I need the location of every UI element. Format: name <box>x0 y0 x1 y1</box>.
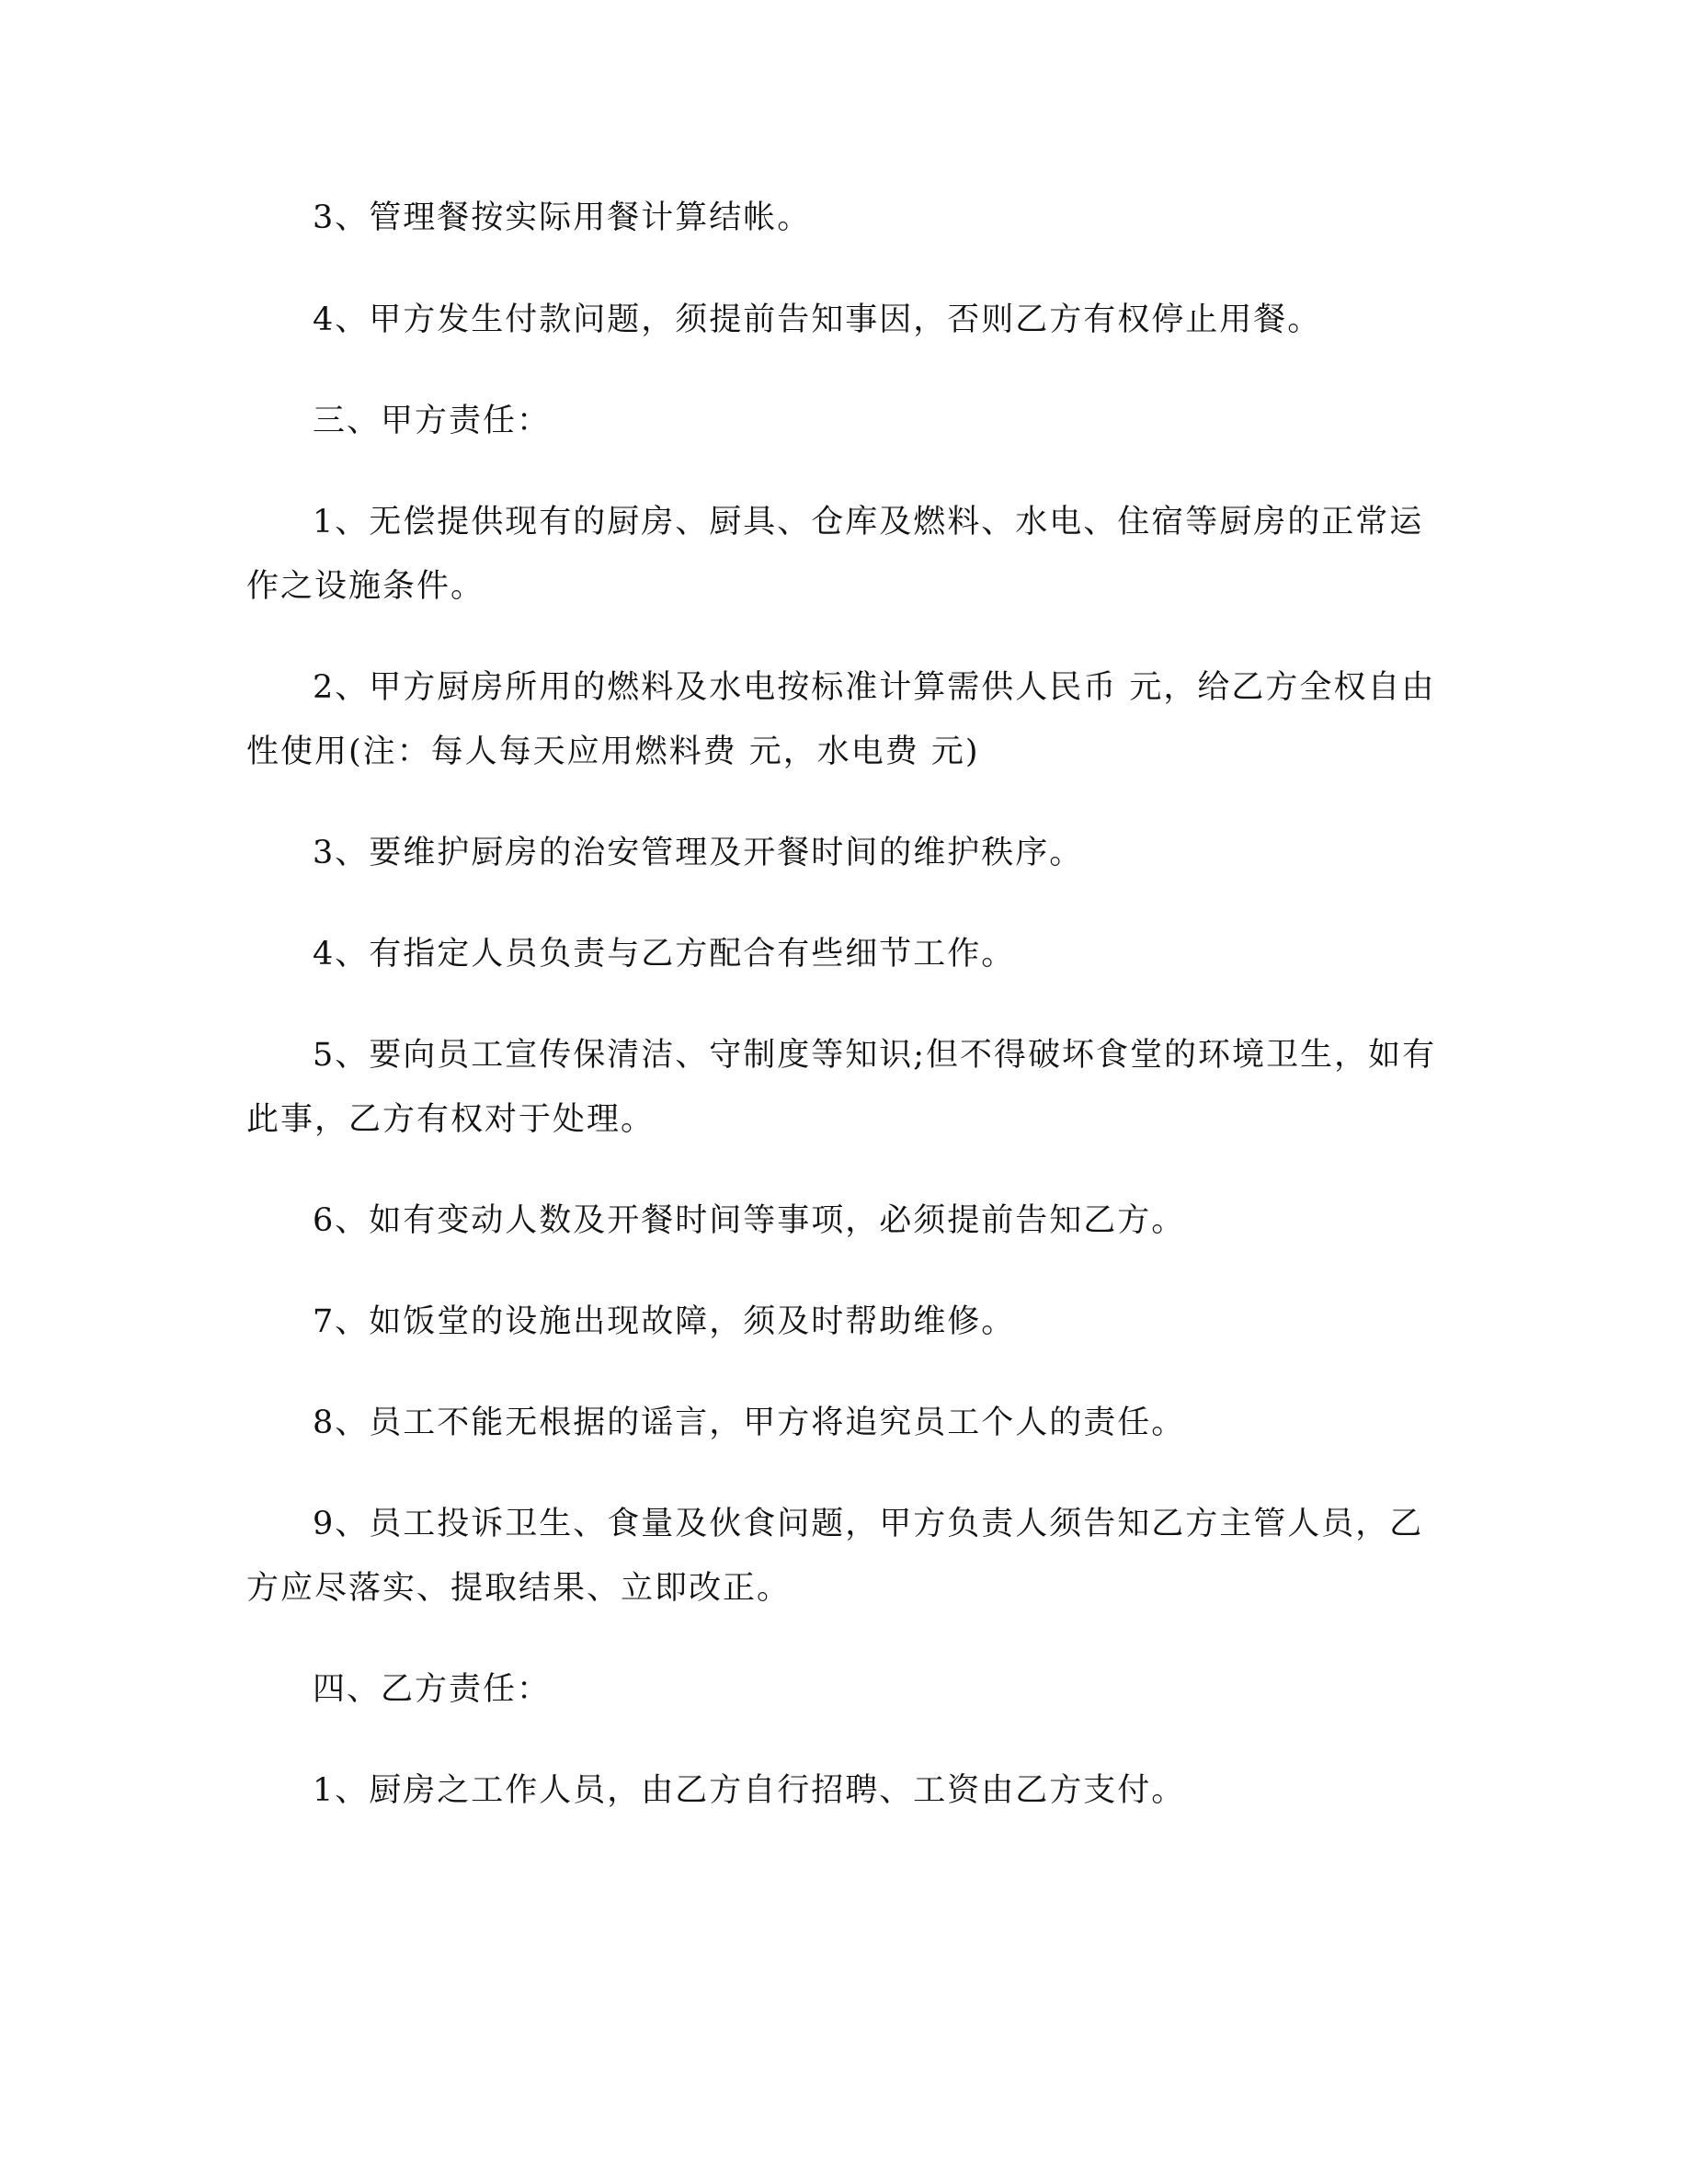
paragraph-a-clause-5: 5、要向员工宣传保清洁、守制度等知识;但不得破坏食堂的环境卫生，如有此事，乙方有权对于处理。 <box>246 1037 1437 1138</box>
paragraph-a-clause-4: 4、有指定人员负责与乙方配合有些细节工作。 <box>313 936 1016 973</box>
heading-party-b-responsibilities: 四、乙方责任： <box>313 1671 552 1708</box>
paragraph-clause-3-meal-billing: 3、管理餐按实际用餐计算结帐。 <box>313 199 812 236</box>
paragraph-a-clause-2: 2、甲方厨房所用的燃料及水电按标准计算需供人民币 元，给乙方全权自由性使用(注：每人每天应用燃料费 元，水电费 元) <box>246 669 1436 770</box>
heading-party-a-responsibilities: 三、甲方责任： <box>313 403 552 439</box>
paragraph-b-clause-1: 1、厨房之工作人员，由乙方自行招聘、工资由乙方支付。 <box>313 1772 1186 1809</box>
paragraph-a-clause-1: 1、无偿提供现有的厨房、厨具、仓库及燃料、水电、住宿等厨房的正常运作之设施条件。 <box>246 504 1424 605</box>
paragraph-a-clause-8: 8、员工不能无根据的谣言，甲方将追究员工个人的责任。 <box>313 1405 1186 1441</box>
paragraph-a-clause-9: 9、员工投诉卫生、食量及伙食问题，甲方负责人须告知乙方主管人员，乙方应尽落实、提取结果、立即改正。 <box>246 1506 1424 1607</box>
paragraph-clause-4-payment: 4、甲方发生付款问题，须提前告知事因，否则乙方有权停止用餐。 <box>313 301 1322 338</box>
paragraph-a-clause-3: 3、要维护厨房的治安管理及开餐时间的维护秩序。 <box>313 835 1084 871</box>
paragraph-a-clause-6: 6、如有变动人数及开餐时间等事项，必须提前告知乙方。 <box>313 1202 1186 1239</box>
paragraph-a-clause-7: 7、如饭堂的设施出现故障，须及时帮助维修。 <box>313 1303 1016 1340</box>
